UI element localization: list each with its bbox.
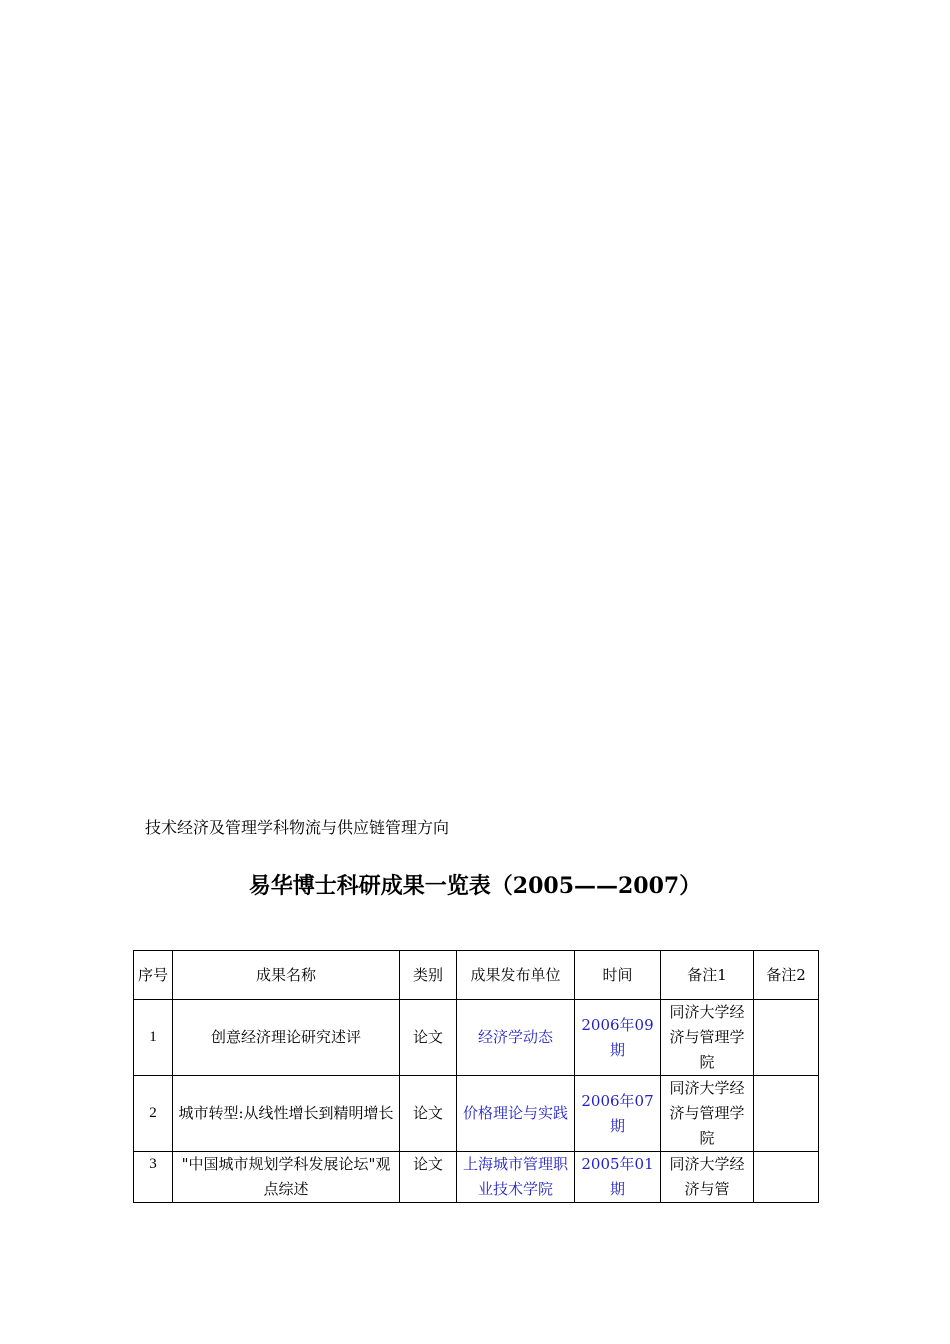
table-row bbox=[134, 1000, 819, 1076]
cell-seq: 2 bbox=[134, 1076, 173, 1152]
header-note2: 备注2 bbox=[754, 951, 819, 1000]
cell-name: "中国城市规划学科发展论坛"观点综述 bbox=[173, 1152, 400, 1203]
table-row bbox=[134, 1076, 819, 1152]
cell-time: 2006年09期 bbox=[575, 1000, 661, 1076]
header-time: 时间 bbox=[575, 951, 661, 1000]
cell-seq: 1 bbox=[134, 1000, 173, 1076]
cell-note2 bbox=[754, 1076, 819, 1152]
cell-publisher: 价格理论与实践 bbox=[457, 1076, 575, 1152]
cell-name: 城市转型:从线性增长到精明增长 bbox=[173, 1076, 400, 1152]
cell-note1: 同济大学经济与管理学院 bbox=[661, 1000, 754, 1076]
cell-category: 论文 bbox=[400, 1000, 457, 1076]
header-publisher: 成果发布单位 bbox=[457, 951, 575, 1000]
cell-note1: 同济大学经济与管理学院 bbox=[661, 1076, 754, 1152]
discipline-subtitle: 技术经济及管理学科物流与供应链管理方向 bbox=[145, 818, 450, 837]
results-table bbox=[133, 950, 819, 1203]
header-note1: 备注1 bbox=[661, 951, 754, 1000]
cell-note1: 同济大学经济与管 bbox=[661, 1152, 754, 1203]
header-seq: 序号 bbox=[134, 951, 173, 1000]
cell-publisher: 上海城市管理职业技术学院 bbox=[457, 1152, 575, 1203]
table-row bbox=[134, 1152, 819, 1203]
cell-note2 bbox=[754, 1000, 819, 1076]
cell-time: 2005年01期 bbox=[575, 1152, 661, 1203]
header-category: 类别 bbox=[400, 951, 457, 1000]
cell-category: 论文 bbox=[400, 1152, 457, 1203]
table-header-row bbox=[134, 951, 819, 1000]
cell-note2 bbox=[754, 1152, 819, 1203]
page-title: 易华博士科研成果一览表（2005——2007） bbox=[248, 873, 702, 899]
cell-seq: 3 bbox=[134, 1152, 173, 1203]
cell-time: 2006年07期 bbox=[575, 1076, 661, 1152]
cell-publisher: 经济学动态 bbox=[457, 1000, 575, 1076]
header-name: 成果名称 bbox=[173, 951, 400, 1000]
cell-name: 创意经济理论研究述评 bbox=[173, 1000, 400, 1076]
cell-category: 论文 bbox=[400, 1076, 457, 1152]
